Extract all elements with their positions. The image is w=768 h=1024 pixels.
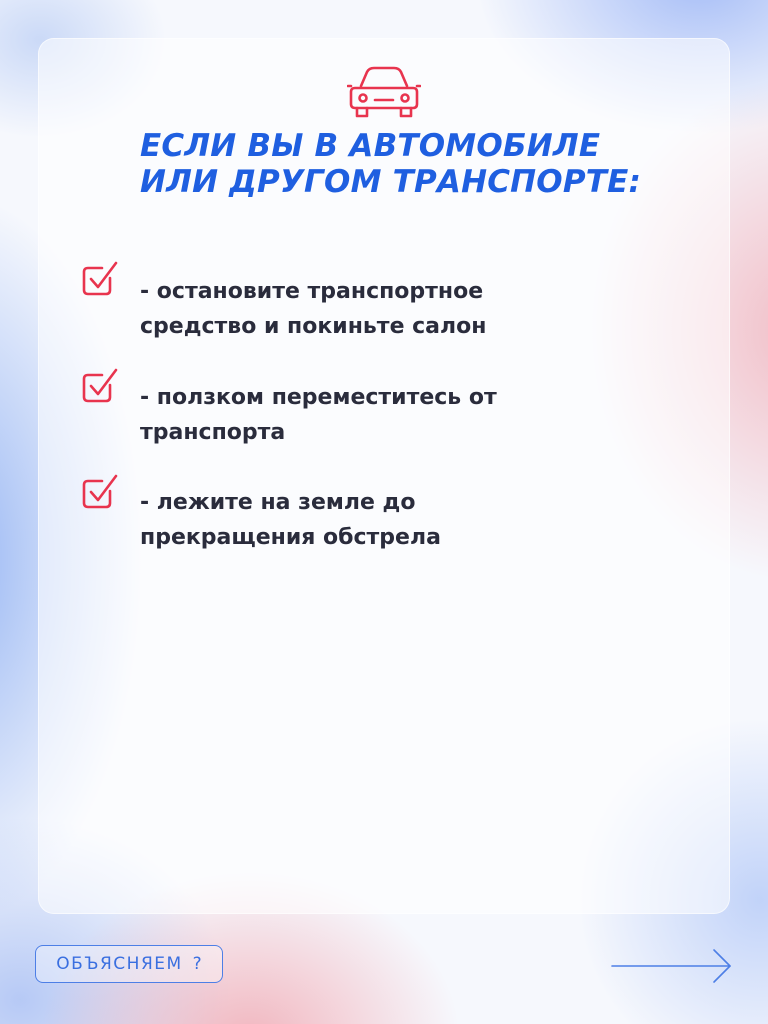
list-item-line-1: - остановите транспортное	[140, 279, 484, 304]
checkbox-checked-icon	[80, 258, 120, 298]
list-item-line-2: средство и покиньте салон	[140, 314, 487, 339]
list-item	[140, 485, 700, 555]
list-item	[140, 274, 700, 344]
list-item-line-2: прекращения обстрела	[140, 525, 441, 550]
checkbox-checked-icon	[80, 365, 120, 405]
explain-badge	[35, 945, 223, 983]
car-icon	[347, 64, 421, 120]
page-title	[140, 128, 720, 200]
list-item-line-2: транспорта	[140, 420, 286, 445]
question-icon: ?	[192, 954, 202, 974]
title-line-2: ИЛИ ДРУГОМ ТРАНСПОРТЕ:	[140, 164, 642, 200]
checkbox-checked-icon	[80, 471, 120, 511]
badge-label: ОБЪЯСНЯЕМ	[56, 954, 183, 974]
list-item-line-1: - ползком переместитесь от	[140, 385, 497, 410]
arrow-right-icon[interactable]	[610, 948, 734, 984]
title-line-1: ЕСЛИ ВЫ В АВТОМОБИЛЕ	[140, 128, 601, 164]
list-item-line-1: - лежите на земле до	[140, 490, 416, 515]
list-item	[140, 380, 700, 450]
